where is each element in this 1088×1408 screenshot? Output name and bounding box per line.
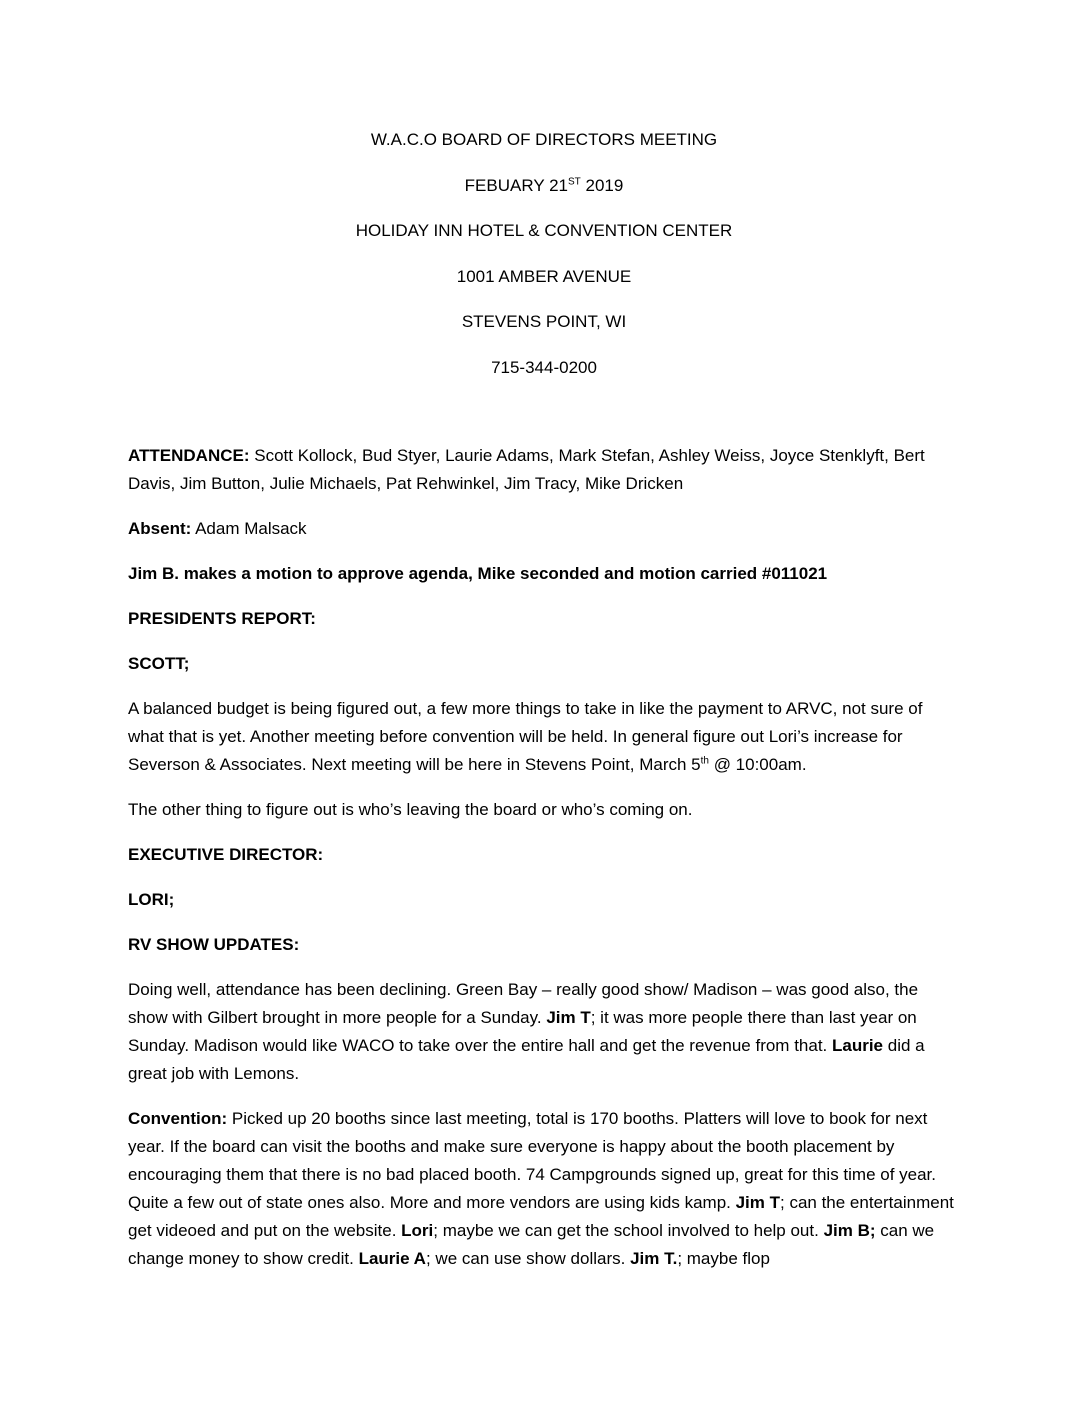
convention-text-1: Picked up 20 booths since last meeting, total is 170 booths. Platters will love to book for next year. If the board can visit the booths and make sure everyone is happy about the booth placement by encouraging them that there is no bad placed booth. 74 Campgrounds signed up, great for this time of year. Quite a few out of state ones also. More and more vendors are using kids kamp. [128, 1109, 937, 1212]
rv-show-text-2: ; it was more people there than last year on Sunday. Madison would like WACO to take over the entire hall and get the revenue from that. [128, 1008, 917, 1055]
executive-director-speaker: LORI; [128, 890, 175, 909]
board-changes-paragraph: The other thing to figure out is who’s leaving the board or who’s coming on. [128, 800, 693, 819]
absent-label: Absent: [128, 519, 192, 538]
convention-label: Convention: [128, 1109, 228, 1128]
presidents-report-paragraph [128, 695, 960, 779]
meeting-phone: 715-344-0200 [491, 357, 597, 377]
absent-paragraph [128, 515, 960, 543]
attendance-label: ATTENDANCE: [128, 446, 250, 465]
rv-show-text-1: Doing well, attendance has been declining. Green Bay – really good show/ Madison – was good also, the show with Gilbert brought in more people for a Sunday. [128, 980, 919, 1027]
rv-show-heading: RV SHOW UPDATES: [128, 935, 300, 954]
rv-show-name-2: Laurie [832, 1036, 884, 1055]
convention-text-6: ; maybe flop [677, 1249, 770, 1268]
executive-director-heading: EXECUTIVE DIRECTOR: [128, 845, 324, 864]
presidents-report-sup: th [700, 755, 709, 767]
rv-show-text-3: did a great job with Lemons. [128, 1036, 925, 1083]
convention-name-1: Jim T [735, 1193, 780, 1212]
meeting-title: W.A.C.O BOARD OF DIRECTORS MEETING [370, 130, 718, 149]
meeting-date-main: FEBUARY 21 [464, 175, 568, 195]
presidents-report-text-end: @ 10:00am. [708, 755, 807, 774]
absent-list: Adam Malsack [191, 519, 307, 538]
convention-text-4: can we change money to show credit. [128, 1221, 935, 1268]
rv-show-name-1: Jim T [546, 1008, 591, 1027]
convention-name-3: Jim B; [823, 1221, 876, 1240]
convention-paragraph [128, 1105, 960, 1273]
meeting-date [0, 172, 1088, 218]
convention-text-5: ; we can use show dollars. [425, 1249, 631, 1268]
meeting-header [0, 126, 1088, 399]
presidents-report-speaker: SCOTT; [128, 654, 190, 673]
presidents-report-text: A balanced budget is being figured out, a few more things to take in like the payment to ARVC, not sure of what that is yet. Another meeting before convention will be held. In general figure out Lori’s increase for Severson & Associates. Next meeting will be here in Stevens Point, March 5 [128, 699, 923, 774]
minutes-body [128, 442, 960, 1290]
convention-name-2: Lori [401, 1221, 434, 1240]
convention-text-2: ; can the entertainment get videoed and put on the website. [128, 1193, 954, 1240]
convention-name-5: Jim T. [630, 1249, 678, 1268]
agenda-motion: Jim B. makes a motion to approve agenda, Mike seconded and motion carried #011021 [128, 564, 828, 583]
meeting-venue: HOLIDAY INN HOTEL & CONVENTION CENTER [355, 221, 733, 240]
meeting-street: 1001 AMBER AVENUE [456, 266, 632, 286]
rv-show-paragraph [128, 976, 960, 1088]
attendance-list: Scott Kollock, Bud Styer, Laurie Adams, Mark Stefan, Ashley Weiss, Joyce Stenklyft, Bert Davis, Jim Button, Julie Michaels, Pat Rehwinkel, Jim Tracy, Mike Dricken [128, 446, 925, 493]
meeting-date-year: 2019 [580, 175, 624, 195]
meeting-city: STEVENS POINT, WI [461, 312, 627, 331]
attendance-paragraph [128, 442, 960, 498]
convention-name-4: Laurie A [358, 1249, 426, 1268]
meeting-date-sup: ST [567, 175, 581, 187]
presidents-report-heading: PRESIDENTS REPORT: [128, 609, 316, 628]
convention-text-3: ; maybe we can get the school involved to help out. [433, 1221, 824, 1240]
